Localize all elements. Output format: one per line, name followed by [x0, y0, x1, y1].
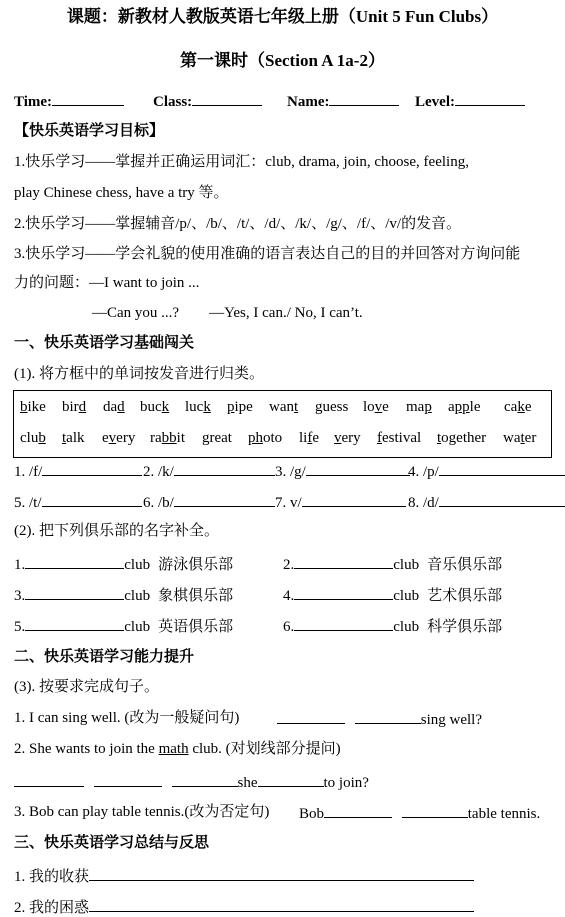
word-part: reat [209, 430, 232, 446]
sentence-3-answer [299, 803, 540, 823]
name-label: Name: [287, 94, 330, 110]
sentence-2-underlined: math [158, 741, 189, 757]
word-part: le [469, 399, 481, 415]
question-1: (1). 将方框中的单词按发音进行归类。 [14, 366, 264, 382]
sound-item [143, 461, 275, 481]
sound-word [377, 429, 421, 447]
word-underlined-letters: d [117, 399, 125, 415]
club-word: club [393, 557, 420, 573]
word-part: ike [27, 399, 46, 415]
reflection-1-field[interactable] [89, 866, 474, 881]
word-underlined-letters: f [377, 430, 382, 446]
sound-answer-blank[interactable] [306, 461, 410, 476]
sound-word [202, 429, 232, 447]
reflection-2 [14, 897, 474, 917]
sentence-2-end: to join? [323, 775, 369, 791]
sound-word [20, 398, 46, 416]
word-part: ipe [234, 399, 253, 415]
word-part: uess [322, 399, 349, 415]
word-part: ca [504, 399, 518, 415]
club-item [14, 554, 233, 574]
sound-word [406, 398, 432, 416]
time-label: Time: [14, 94, 53, 110]
sound-answer-blank[interactable] [439, 492, 565, 507]
club-answer-blank[interactable] [25, 585, 124, 600]
club-number: 4. [283, 588, 295, 604]
goal-1b: play Chinese chess, have a try 等。 [14, 185, 229, 201]
sound-item [14, 492, 142, 512]
sound-word [437, 429, 486, 447]
club-chinese-name: 英语俱乐部 [158, 619, 234, 635]
word-underlined-letters: k [517, 399, 525, 415]
section3-heading: 三、快乐英语学习总结与反思 [14, 835, 210, 851]
club-item [14, 616, 233, 636]
sound-label: 3. /g/ [275, 464, 306, 480]
sentence-1-answer [277, 709, 482, 729]
club-word: club [393, 588, 420, 604]
name-field[interactable] [329, 91, 399, 106]
word-underlined-letters: p [424, 399, 432, 415]
level-field[interactable] [455, 91, 525, 106]
sentence-2-answer [14, 772, 369, 792]
word-part: ra [150, 430, 162, 446]
club-word: club [124, 557, 151, 573]
word-underlined-letters: t [62, 430, 67, 446]
sound-label: 1. /f/ [14, 464, 43, 480]
word-underlined-letters: p [227, 399, 235, 415]
class-label: Class: [153, 94, 193, 110]
sound-item [275, 461, 410, 481]
word-part: er [524, 430, 537, 446]
club-number: 1. [14, 557, 26, 573]
info-time [14, 91, 124, 111]
sound-word [103, 398, 125, 416]
word-underlined-letters: g [202, 430, 210, 446]
info-level [415, 91, 525, 111]
sentence-3-end: table tennis. [467, 806, 541, 822]
word-part: ma [406, 399, 425, 415]
question-2: (2). 把下列俱乐部的名字补全。 [14, 523, 219, 539]
word-underlined-letters: f [307, 430, 313, 446]
sound-word [448, 398, 481, 416]
club-chinese-name: 游泳俱乐部 [158, 557, 234, 573]
reflection-2-field[interactable] [89, 897, 474, 912]
word-underlined-letters: t [437, 430, 442, 446]
sound-word [140, 398, 169, 416]
word-underlined-letters: t [520, 430, 525, 446]
section1-heading: 一、快乐英语学习基础闯关 [14, 335, 195, 351]
word-part: lo [363, 399, 375, 415]
answer-blank[interactable] [14, 772, 84, 787]
sound-answer-blank[interactable] [174, 461, 275, 476]
sound-answer-blank[interactable] [302, 492, 406, 507]
sound-item [408, 461, 565, 481]
club-chinese-name: 艺术俱乐部 [427, 588, 503, 604]
sentence-2-pre: 2. She wants to join the [14, 741, 159, 757]
club-answer-blank[interactable] [294, 554, 393, 569]
sound-item [275, 492, 406, 512]
word-part: ery [341, 430, 361, 446]
club-word: club [393, 619, 420, 635]
level-label: Level: [415, 94, 455, 110]
sound-answer-blank[interactable] [42, 461, 142, 476]
answer-blank[interactable] [355, 709, 421, 724]
word-part: luc [185, 399, 204, 415]
sound-label: 8. /d/ [408, 495, 439, 511]
reflection-1 [14, 866, 474, 886]
goal-3b: 力的问题：—I want to join ... [14, 275, 200, 291]
answer-blank[interactable] [324, 803, 392, 818]
club-number: 6. [283, 619, 295, 635]
club-answer-blank[interactable] [25, 554, 124, 569]
sentence-3-bob: Bob [299, 806, 325, 822]
word-part: e [312, 430, 320, 446]
sound-word [62, 429, 85, 447]
word-part: e [102, 430, 109, 446]
sound-word [102, 429, 135, 447]
word-underlined-letters: v [334, 430, 342, 446]
sound-label: 6. /b/ [143, 495, 174, 511]
word-part: estival [382, 430, 422, 446]
word-underlined-letters: ph [248, 430, 263, 446]
club-chinese-name: 音乐俱乐部 [427, 557, 503, 573]
goal-3a: 3.快乐学习——学会礼貌的使用准确的语言表达自己的目的并回答对方询问能 [14, 246, 521, 262]
word-underlined-letters: d [78, 399, 87, 415]
answer-blank[interactable] [277, 709, 345, 724]
word-underlined-letters: k [203, 399, 211, 415]
goal-2: 2.快乐学习——掌握辅音/p/、/b/、/t/、/d/、/k/、/g/、/f/、/v/的发音。 [14, 216, 462, 232]
answer-blank[interactable] [258, 772, 324, 787]
answer-blank[interactable] [172, 772, 238, 787]
club-item [14, 585, 233, 605]
sound-answer-blank[interactable] [439, 461, 565, 476]
question-3: (3). 按要求完成句子。 [14, 679, 159, 695]
sentence-2-she: she [237, 775, 258, 791]
word-part: da [103, 399, 118, 415]
sound-item [143, 492, 275, 512]
sound-word [315, 398, 348, 416]
sentence-2-post: club. (对划线部分提问) [188, 741, 341, 757]
sound-word [150, 429, 185, 447]
sound-word [62, 398, 86, 416]
club-item [283, 554, 502, 574]
word-underlined-letters: v [374, 399, 383, 415]
club-chinese-name: 科学俱乐部 [427, 619, 503, 635]
goal-3c: —Can you ...? —Yes, I can./ No, I can’t. [92, 305, 363, 321]
word-underlined-letters: v [108, 430, 117, 446]
info-name [287, 91, 399, 111]
sound-word [503, 429, 536, 447]
sound-word [363, 398, 389, 416]
sound-item [14, 461, 142, 481]
goals-heading: 【快乐英语学习目标】 [14, 123, 165, 139]
sound-label: 2. /k/ [143, 464, 174, 480]
sentence-3: 3. Bob can play table tennis.(改为否定句) [14, 804, 270, 820]
sound-label: 4. /p/ [408, 464, 439, 480]
sentence-1: 1. I can sing well. (改为一般疑问句) [14, 710, 240, 726]
section2-heading: 二、快乐英语学习能力提升 [14, 649, 195, 665]
info-class [153, 91, 262, 111]
club-answer-blank[interactable] [294, 616, 393, 631]
club-chinese-name: 象棋俱乐部 [158, 588, 234, 604]
club-number: 5. [14, 619, 26, 635]
word-underlined-letters: k [161, 399, 170, 415]
time-field[interactable] [52, 91, 124, 106]
sound-label: 7. v/ [275, 495, 302, 511]
club-item [283, 616, 502, 636]
club-word: club [124, 619, 151, 635]
word-part: ogether [441, 430, 487, 446]
word-underlined-letters: t [294, 399, 299, 415]
word-part: ery [116, 430, 136, 446]
word-underlined-letters: g [315, 399, 323, 415]
page-title: 课题：新教材人教版英语七年级上册（Unit 5 Fun Clubs） [66, 7, 499, 26]
word-box [13, 390, 552, 458]
word-part: buc [140, 399, 162, 415]
sentence-2 [14, 740, 341, 758]
word-part: it [176, 430, 185, 446]
word-part: li [299, 430, 308, 446]
club-number: 3. [14, 588, 26, 604]
word-part: wa [503, 430, 521, 446]
sound-word [504, 398, 532, 416]
word-part: wan [269, 399, 294, 415]
reflection-2-label: 2. 我的困惑 [14, 900, 90, 916]
word-part: clu [20, 430, 39, 446]
sound-word [20, 429, 46, 447]
club-answer-blank[interactable] [25, 616, 124, 631]
sound-word [185, 398, 211, 416]
sound-word [248, 429, 282, 447]
word-part: bir [62, 399, 79, 415]
sound-answer-blank[interactable] [42, 492, 142, 507]
club-answer-blank[interactable] [294, 585, 393, 600]
word-underlined-letters: pp [454, 399, 470, 415]
sentence-1-end: sing well? [420, 712, 482, 728]
club-word: club [124, 588, 151, 604]
word-underlined-letters: b [38, 430, 46, 446]
word-underlined-letters: bb [161, 430, 177, 446]
sound-item [408, 492, 565, 512]
word-part: e [524, 399, 532, 415]
answer-blank[interactable] [94, 772, 162, 787]
sound-word [227, 398, 253, 416]
club-item [283, 585, 502, 605]
word-part: e [382, 399, 389, 415]
word-part: alk [66, 430, 85, 446]
sound-word [299, 429, 319, 447]
sound-label: 5. /t/ [14, 495, 42, 511]
word-part: oto [263, 430, 283, 446]
class-field[interactable] [192, 91, 262, 106]
sound-word [269, 398, 298, 416]
page-subtitle: 第一课时（Section A 1a-2） [180, 51, 385, 70]
reflection-1-label: 1. 我的收获 [14, 869, 90, 885]
word-underlined-letters: b [20, 399, 28, 415]
answer-blank[interactable] [402, 803, 468, 818]
club-number: 2. [283, 557, 295, 573]
sound-answer-blank[interactable] [174, 492, 275, 507]
word-part: a [448, 399, 455, 415]
sound-word [334, 429, 361, 447]
goal-1a: 1.快乐学习——掌握并正确运用词汇：club, drama, join, choose, feeling, [14, 154, 469, 170]
